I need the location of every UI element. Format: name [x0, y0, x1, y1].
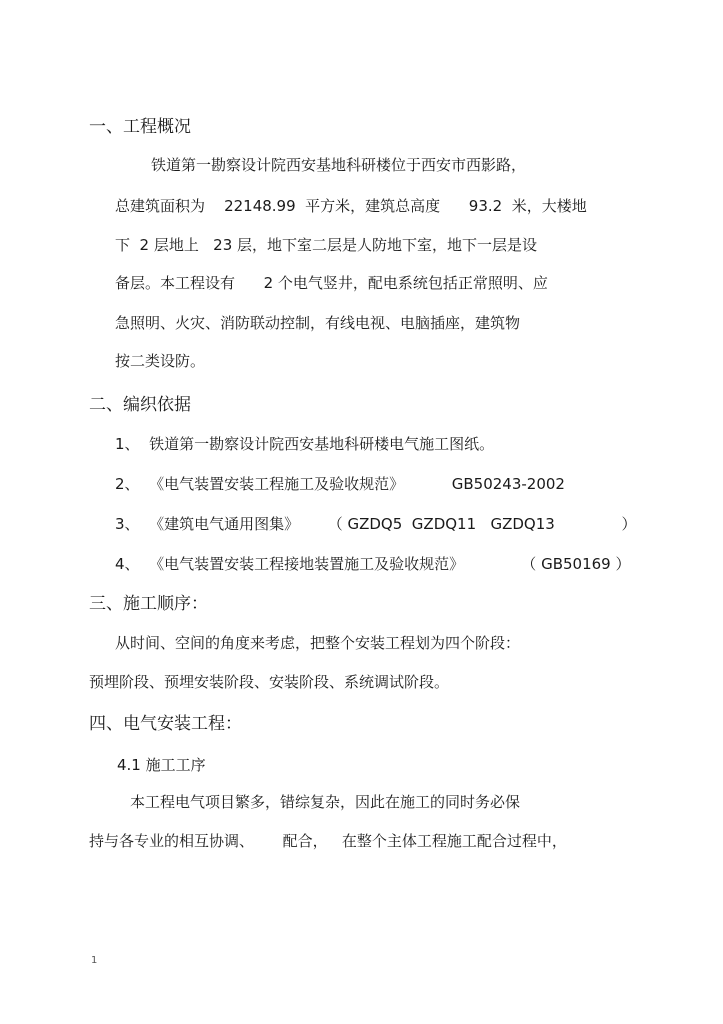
section-4-line-1: 本工程电气项目繁多，错综复杂，因此在施工的同时务必保 — [130, 793, 521, 811]
page-number: 1 — [91, 955, 98, 966]
section-4-subheading: 4.1 施工工序 — [117, 756, 206, 774]
section-1-line-3: 下 2 层地上 23 层，地下室二层是人防地下室，地下一层是设 — [115, 236, 538, 254]
section-1-line-6: 按二类设防。 — [115, 352, 206, 370]
section-1-line-1: 铁道第一勘察设计院西安基地科研楼位于西安市西影路， — [151, 156, 527, 174]
section-4-heading: 四、电气安装工程： — [89, 714, 242, 734]
section-3-heading: 三、施工顺序： — [89, 594, 208, 614]
section-3-line-1: 从时间、空间的角度来考虑，把整个安装工程划为四个阶段： — [115, 634, 521, 652]
section-3-line-2: 预埋阶段、预埋安装阶段、安装阶段、系统调试阶段。 — [89, 673, 450, 691]
section-1-line-5: 急照明、火灾、消防联动控制，有线电视、电脑插座，建筑物 — [115, 314, 521, 332]
section-1-heading: 一、工程概况 — [89, 117, 191, 137]
section-2-item-3: 3、 《建筑电气通用图集》 （ GZDQ5 GZDQ11 GZDQ13 ） — [115, 515, 637, 533]
section-4-line-2: 持与各专业的相互协调、 配合， 在整个主体工程施工配合过程中， — [89, 832, 567, 850]
section-2-heading: 二、编织依据 — [89, 395, 191, 415]
section-2-item-1: 1、 铁道第一勘察设计院西安基地科研楼电气施工图纸。 — [115, 435, 495, 453]
section-2-item-4: 4、 《电气装置安装工程接地装置施工及验收规范》 （ GB50169 ） — [115, 555, 631, 573]
section-1-line-2: 总建筑面积为 22148.99 平方米，建筑总高度 93.2 米，大楼地 — [115, 197, 587, 215]
section-1-line-4: 备层。本工程设有 2 个电气竖井，配电系统包括正常照明、应 — [115, 274, 548, 292]
section-2-item-2: 2、 《电气装置安装工程施工及验收规范》 GB50243-2002 — [115, 475, 565, 493]
